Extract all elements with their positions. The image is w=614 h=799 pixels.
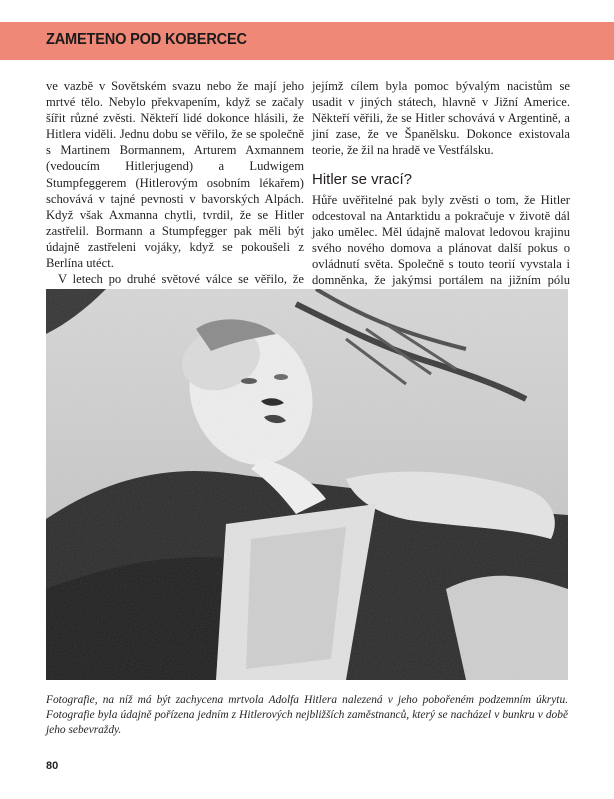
photo-caption: Fotografie, na níž má být zachycena mrtvola Adolfa Hitlera nalezená v jeho pobořeném podzemním úkrytu. Fotografie byla údajně pořízena jedním z Hitlerových nejbližších zaměstnanců, který se nacházel v bunkru v době jeho sebevraždy. xyxy=(46,694,568,737)
chapter-header-band xyxy=(0,22,614,60)
body-paragraph: jejímž cílem byla pomoc bývalým nacistům se usadit v jiných státech, hlavně v Jižní Americe. Někteří věřili, že se Hitler schovává v Argentině, a jiní zase, že ve Španělsku. Dokonce existovala teorie, že žil na hradě ve Vestfálsku. xyxy=(312,79,570,158)
body-paragraph: V letech po druhé světové válce se věřilo, že xyxy=(58,272,304,287)
text-column-left xyxy=(46,78,304,319)
photo-illustration xyxy=(46,289,568,680)
chapter-title: ZAMETENO POD KOBERCEC xyxy=(46,31,247,48)
page-number: 80 xyxy=(46,760,59,772)
section-subheading: Hitler se vrací? xyxy=(312,171,413,189)
body-paragraph: ve vazbě v Sovětském svazu nebo že mají jeho mrtvé tělo. Nebylo překvapením, když se začaly šířit různé zvěsti. Někteří lidé dokonce hlásili, že Hitlera viděli. Jednu dobu se věřilo, že se společně s Martinem Bormannem, Arturem Axmannem (vedoucím Hitlerjugend) a Ludwigem Stumpfeggerem (Hitlerovým osobním lékařem) schovává v tajné pevnosti v bavorských Alpách. Když však Axmanna chytli, tvrdil, že se Hitler zastřelil. Bormann a Stumpfegger pak měli být údajně zastřeleni vojáky, když se pokoušeli z Berlína utéct. xyxy=(46,79,304,271)
text-column-right xyxy=(312,78,570,304)
body-paragraph: Hůře uvěřitelné pak byly zvěsti o tom, že Hitler odcestoval na Antarktidu a pokračuje v životě dál jako umělec. Měl údajně malovat ledovou krajinu svého nového domova a plánovat další pokus o ovládnutí světa. Společně s touto teorií vyvstala i domněnka, že jakýmsi portálem na jižním pólu xyxy=(312,192,570,288)
archival-photo xyxy=(46,289,568,680)
